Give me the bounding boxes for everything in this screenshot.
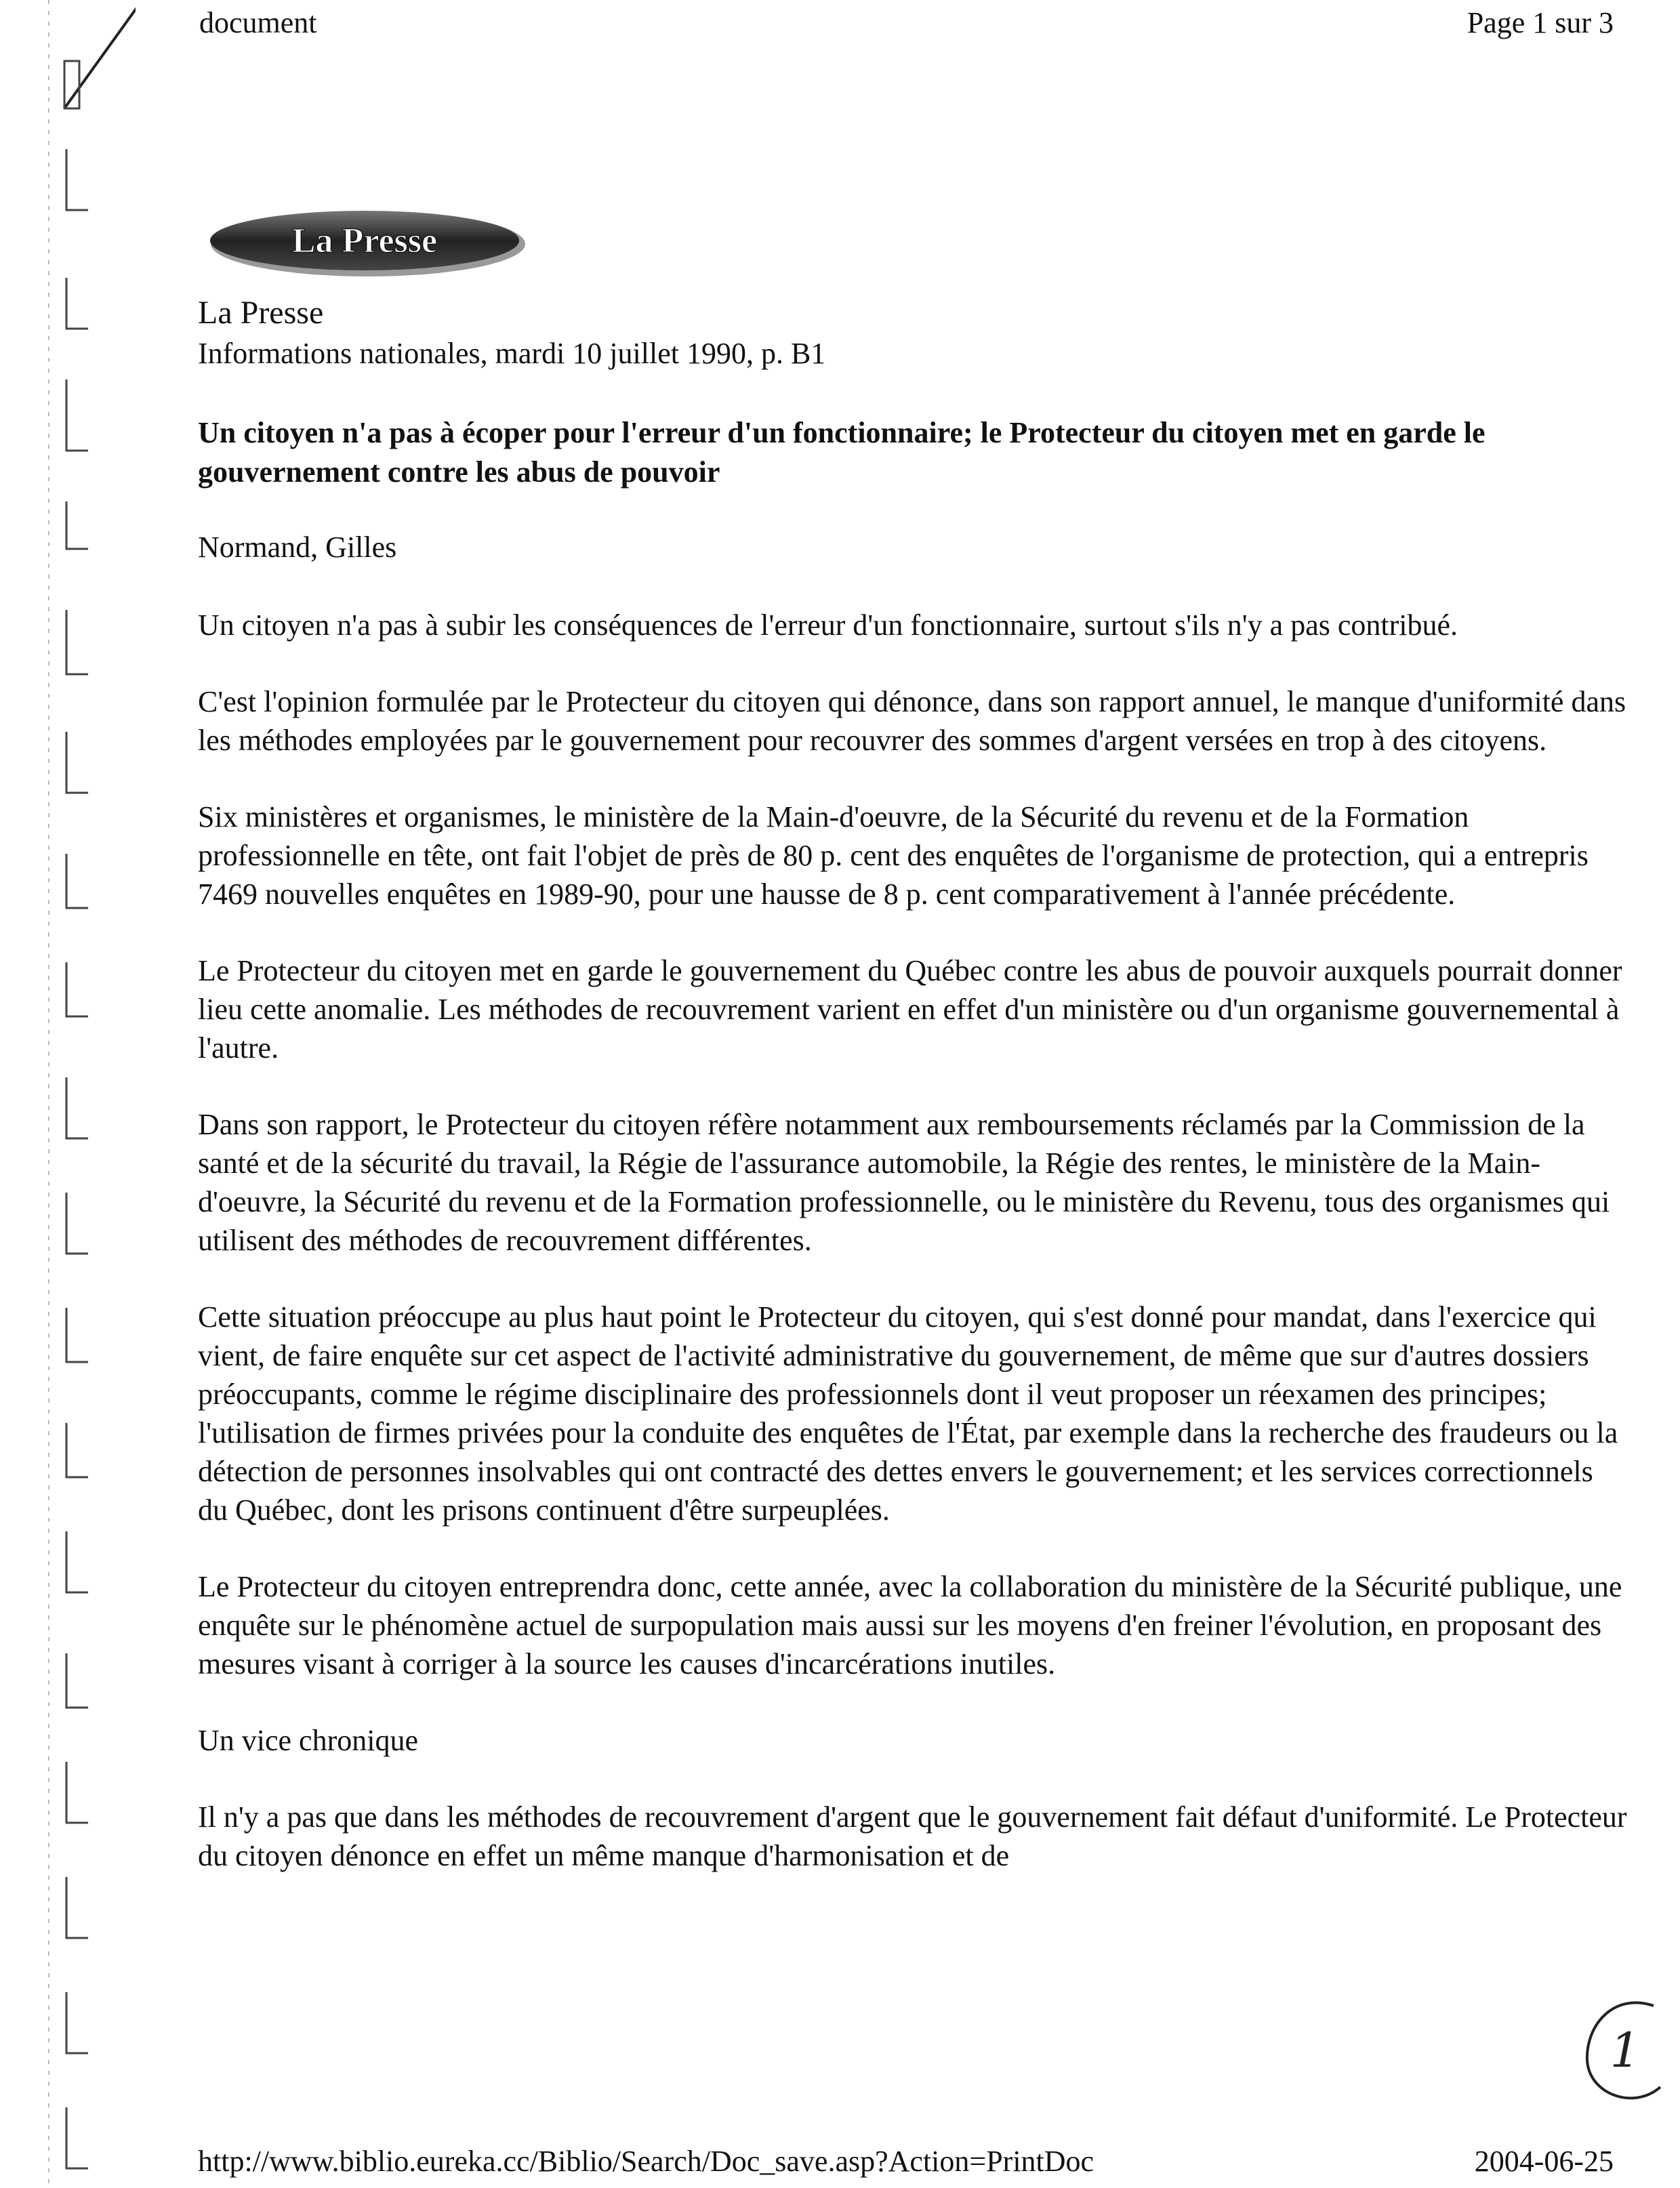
- header-document-label: document: [199, 6, 317, 39]
- paragraph: Dans son rapport, le Protecteur du citoyen réfère notamment aux remboursements réclamés par la Commission de la santé et de la sécurité du travail, la Régie de l'assurance automobile, la Régie des rentes, le ministère de la Main-d'oeuvre, la Sécurité du revenu et de la Formation professionnelle, ou le ministère du Revenu, tous des organismes qui utilisent des méthodes de recouvrement différentes.: [198, 1108, 1610, 1257]
- article-headline: Un citoyen n'a pas à écoper pour l'erreur d'un fonctionnaire; le Protecteur du citoyen met en garde le gouvernement contre les abus de pouvoir: [198, 416, 1486, 489]
- paragraph: Le Protecteur du citoyen met en garde le gouvernement du Québec contre les abus de pouvoir auxquels pourrait donner lieu cette anomalie. Les méthodes de recouvrement varient en effet d'un ministère ou d'un organisme gouvernemental à l'autre.: [198, 954, 1622, 1065]
- footer-url: http://www.biblio.eureka.cc/Biblio/Search/Doc_save.asp?Action=PrintDoc: [198, 2145, 1094, 2178]
- la-presse-logo: [202, 203, 527, 285]
- paragraph: Il n'y a pas que dans les méthodes de recouvrement d'argent que le gouvernement fait défaut d'uniformité. Le Protecteur du citoyen dénonce en effet un même manque d'harmonisation et de: [198, 1800, 1627, 1872]
- footer-date: 2004-06-25: [1474, 2145, 1614, 2178]
- paragraph: Six ministères et organismes, le ministère de la Main-d'oeuvre, de la Sécurité du revenu et de la Formation professionnelle en tête, ont fait l'objet de près de 80 p. cent des enquêtes de l'organisme de protection, qui a entrepris 7469 nouvelles enquêtes en 1989-90, pour une hausse de 8 p. cent comparativement à l'année précédente.: [198, 800, 1589, 911]
- paragraph: C'est l'opinion formulée par le Protecteur du citoyen qui dénonce, dans son rapport annuel, le manque d'uniformité dans les méthodes employées par le gouvernement pour recouvrer des sommes d'argent versées en trop à des citoyens.: [198, 685, 1626, 757]
- article-author: Normand, Gilles: [198, 531, 397, 564]
- article-body: [198, 606, 1628, 1913]
- publication-section: Informations nationales, mardi 10 juillet 1990, p. B1: [198, 337, 826, 370]
- logo-text: La Presse: [291, 222, 438, 260]
- handwritten-number: 1: [1610, 2023, 1641, 2078]
- paragraph: Un citoyen n'a pas à subir les conséquences de l'erreur d'un fonctionnaire, surtout s'ils n'y a pas contribué.: [198, 608, 1458, 642]
- binder-marks: [0, 0, 136, 2188]
- subheading: Un vice chronique: [198, 1724, 418, 1757]
- header-page-number: Page 1 sur 3: [1467, 6, 1614, 39]
- handwritten-page-mark: [1572, 1985, 1674, 2114]
- paragraph: Le Protecteur du citoyen entreprendra donc, cette année, avec la collaboration du ministère de la Sécurité publique, une enquête sur le phénomène actuel de surpopulation mais aussi sur les moyens d'en freiner l'évolution, en proposant des mesures visant à corriger à la source les causes d'incarcérations inutiles.: [198, 1570, 1622, 1680]
- publication-name: La Presse: [198, 295, 324, 331]
- paragraph: Cette situation préoccupe au plus haut point le Protecteur du citoyen, qui s'est donné pour mandat, dans l'exercice qui vient, de faire enquête sur cet aspect de l'activité administrative du gouvernement, de même que sur d'autres dossiers préoccupants, comme le régime disciplinaire des professionnels dont il veut proposer un réexamen des principes; l'utilisation de firmes privées pour la conduite des enquêtes de l'État, par exemple dans la recherche des fraudeurs ou la détection de personnes insolvables qui ont contracté des dettes envers le gouvernement; et les services correctionnels du Québec, dont les prisons continuent d'être surpeuplées.: [198, 1300, 1618, 1527]
